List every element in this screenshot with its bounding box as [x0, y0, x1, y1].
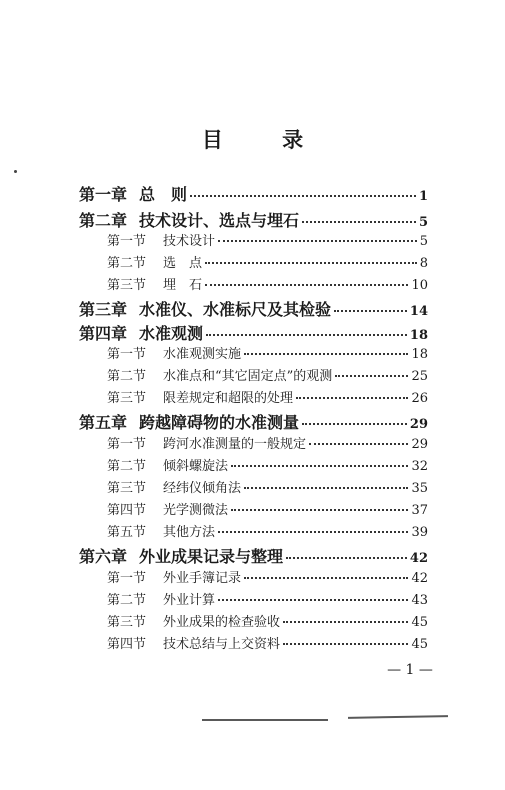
dot-leader: [205, 284, 408, 286]
section-title: 技术总结与上交资料: [163, 637, 281, 652]
page-number: 10: [411, 278, 428, 293]
section-number: 第二节: [107, 593, 147, 608]
toc-section-entry: [107, 343, 428, 362]
chapter-title: 水准观测: [139, 324, 204, 343]
chapter-number: 第六章: [79, 547, 128, 566]
section-title: 限差规定和超限的处理: [163, 391, 294, 406]
dot-leader: [286, 557, 407, 559]
section-title: 跨河水准测量的一般规定: [163, 437, 307, 452]
toc-section-entry: [107, 521, 428, 540]
section-number: 第五节: [107, 525, 147, 540]
section-number: 第三节: [107, 278, 147, 293]
page-number: 5: [419, 234, 428, 249]
dot-leader: [218, 531, 408, 533]
toc-chapter-entry: [79, 297, 428, 320]
dot-leader: [302, 221, 416, 223]
dot-leader: [231, 465, 408, 467]
page-number: 45: [411, 637, 428, 652]
page-number: 1: [418, 189, 428, 204]
chapter-number: 第二章: [79, 211, 128, 230]
section-number: 第二节: [107, 369, 147, 384]
page-number: 42: [409, 551, 428, 566]
dot-leader: [309, 443, 408, 445]
page-number: 42: [411, 571, 428, 586]
toc-section-entry: [107, 455, 428, 474]
toc-section-entry: [107, 499, 428, 518]
section-title: 水准观测实施: [163, 347, 242, 362]
chapter-title: 技术设计、选点与埋石: [139, 211, 300, 230]
section-title: 技术设计: [163, 234, 216, 249]
page-number: 29: [411, 437, 428, 452]
toc-section-entry: [107, 387, 428, 406]
section-title: 倾斜螺旋法: [163, 459, 229, 474]
section-number: 第一节: [107, 347, 147, 362]
toc-section-entry: [107, 252, 428, 271]
dot-leader: [218, 599, 408, 601]
chapter-number: 第一章: [79, 185, 128, 204]
page-number: 45: [411, 615, 428, 630]
section-number: 第一节: [107, 571, 147, 586]
section-number: 第三节: [107, 391, 147, 406]
section-number: 第三节: [107, 615, 147, 630]
section-number: 第四节: [107, 637, 147, 652]
page-number: 5: [418, 215, 428, 230]
section-title: 外业成果的检查验收: [163, 615, 281, 630]
section-number: 第二节: [107, 459, 147, 474]
section-number: 第一节: [107, 437, 147, 452]
section-title: 经纬仪倾角法: [163, 481, 242, 496]
toc-section-entry: [107, 589, 428, 608]
scan-artifact-line: [348, 715, 448, 719]
page-number: 39: [411, 525, 428, 540]
chapter-title: 跨越障碍物的水准测量: [139, 413, 300, 432]
dot-leader: [244, 487, 408, 489]
dot-leader: [302, 423, 407, 425]
toc-section-entry: [107, 230, 428, 249]
dot-leader: [283, 643, 408, 645]
toc-section-entry: [107, 274, 428, 293]
chapter-number: 第四章: [79, 324, 128, 343]
chapter-number: 第五章: [79, 413, 128, 432]
toc-chapter-entry: [79, 208, 428, 231]
dot-leader: [244, 353, 408, 355]
chapter-title: 水准仪、水准标尺及其检验: [139, 300, 332, 319]
section-title: 选 点: [163, 256, 203, 271]
toc-section-entry: [107, 611, 428, 630]
toc-section-entry: [107, 365, 428, 384]
toc-section-entry: [107, 633, 428, 652]
dot-leader: [205, 262, 417, 264]
section-number: 第三节: [107, 481, 147, 496]
toc-chapter-entry: [79, 321, 428, 344]
section-number: 第二节: [107, 256, 147, 271]
toc-section-entry: [107, 567, 428, 586]
section-title: 光学测微法: [163, 503, 229, 518]
dot-leader: [244, 577, 408, 579]
toc-chapter-entry: [79, 182, 428, 205]
dot-leader: [335, 375, 408, 377]
page-number: 32: [411, 459, 428, 474]
dot-leader: [296, 397, 408, 399]
page-number: 8: [419, 256, 428, 271]
dot-leader: [283, 621, 408, 623]
toc-chapter-entry: [79, 544, 428, 567]
section-title: 埋 石: [163, 278, 203, 293]
page-number: 14: [409, 304, 428, 319]
section-title: 其他方法: [163, 525, 216, 540]
page-number: 43: [411, 593, 428, 608]
page-number: 18: [411, 347, 428, 362]
section-number: 第四节: [107, 503, 147, 518]
chapter-title: 总 则: [139, 185, 188, 204]
page-number: 35: [411, 481, 428, 496]
page-number: 29: [409, 417, 428, 432]
dot-leader: [206, 334, 407, 336]
scan-speck: [14, 170, 17, 173]
page-number: 25: [411, 369, 428, 384]
section-title: 外业手簿记录: [163, 571, 242, 586]
section-number: 第一节: [107, 234, 147, 249]
chapter-number: 第三章: [79, 300, 128, 319]
toc-chapter-entry: [79, 410, 428, 433]
page-title: 目 录: [201, 128, 330, 152]
dot-leader: [190, 195, 416, 197]
dot-leader: [334, 310, 407, 312]
page-number: 26: [411, 391, 428, 406]
scan-artifact-line: [202, 719, 328, 721]
dot-leader: [218, 240, 417, 242]
toc-section-entry: [107, 477, 428, 496]
chapter-title: 外业成果记录与整理: [139, 547, 284, 566]
footer-page-number: — 1 —: [387, 662, 433, 678]
toc-section-entry: [107, 433, 428, 452]
page-number: 18: [409, 328, 428, 343]
section-title: 水准点和“其它固定点”的观测: [163, 369, 333, 384]
page-number: 37: [411, 503, 428, 518]
section-title: 外业计算: [163, 593, 216, 608]
dot-leader: [231, 509, 408, 511]
